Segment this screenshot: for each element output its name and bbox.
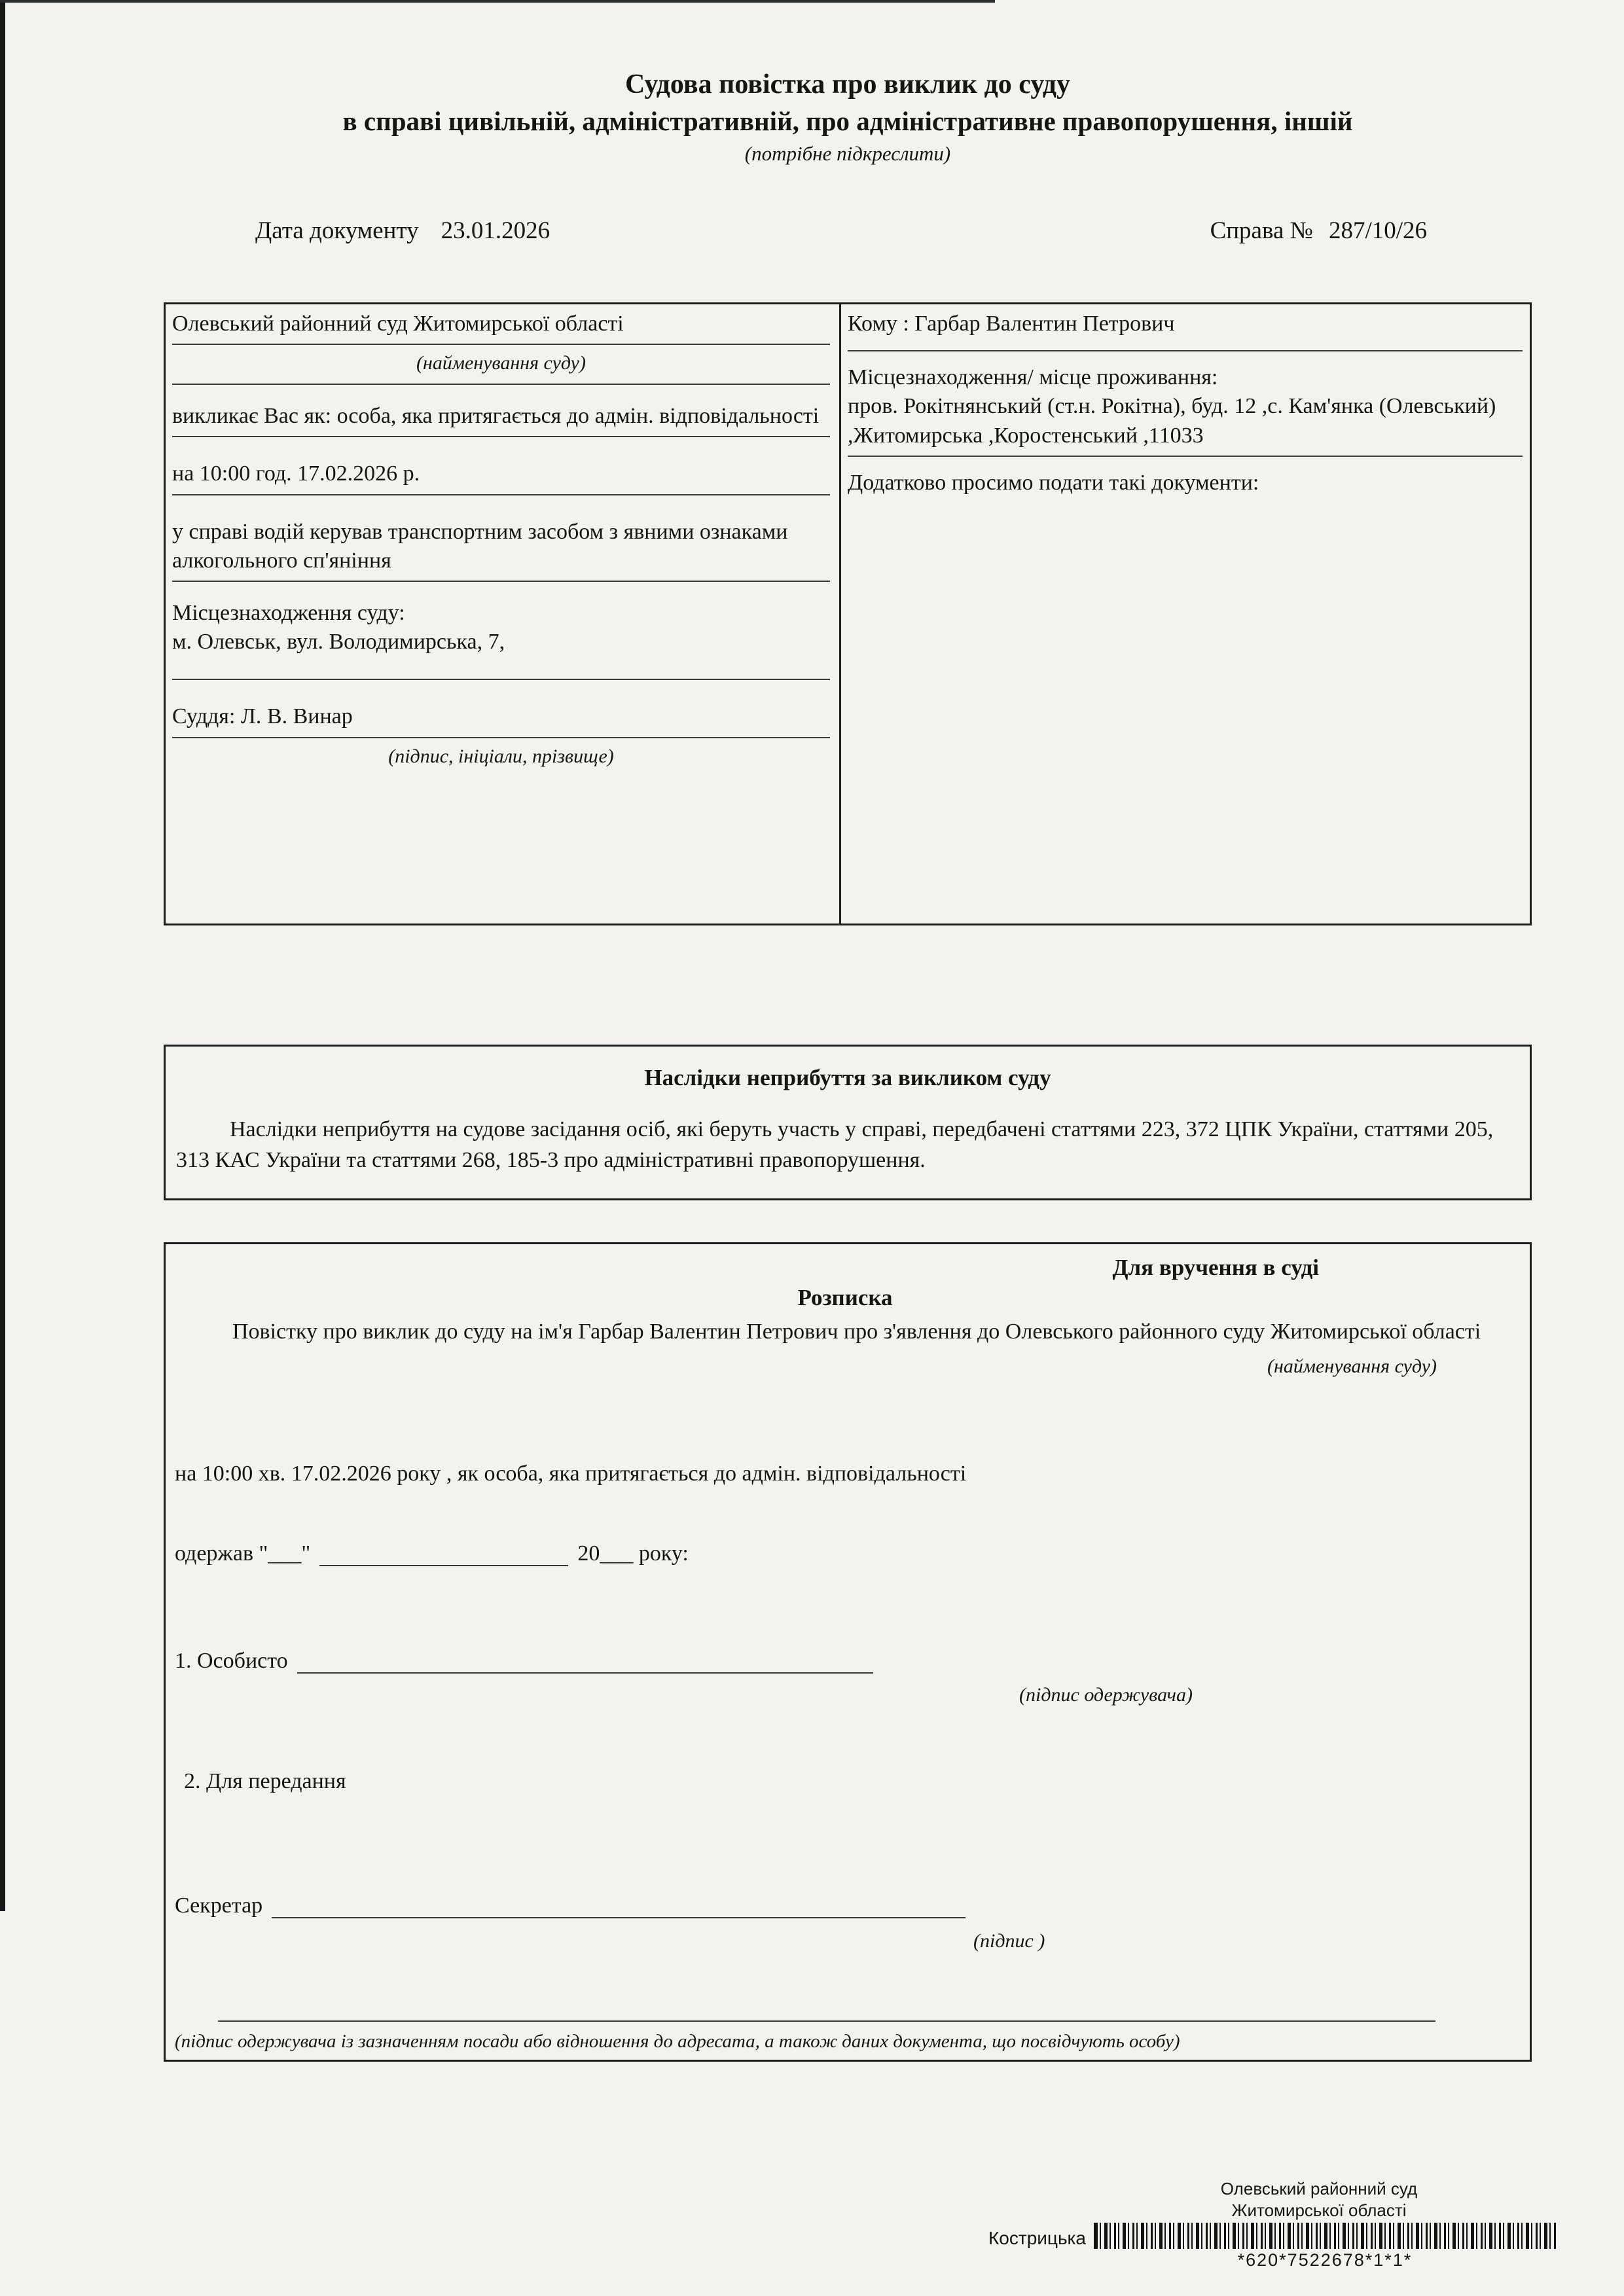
receipt-box [164,1242,1532,2062]
recipient-address-value: пров. Рокітнянський (ст.н. Рокітна), буд. 12 ,с. Кам'янка (Олевський) ,Житомирська ,Коростенський ,11033 [848,394,1496,448]
blank-line [172,673,830,680]
receipt-appearance: на 10:00 хв. 17.02.2026 року , як особа, яка притягається до адмін. відповідальності [175,1462,967,1486]
document-title: Судова повістка про виклик до суду [625,69,1070,99]
barcode-icon [1094,2223,1556,2249]
judge-signature-caption: (підпис, ініціали, прізвище) [388,745,614,767]
blank-line [218,2015,1435,2022]
hearing-datetime: на 10:00 год. 17.02.2026 р. [172,461,420,486]
footer-court-line2: Житомирської області [1231,2200,1407,2220]
documents-request-label: Додатково просимо подати такі документи: [848,470,1259,495]
footer-court-stamp [1204,2178,1434,2221]
for-delivery-label: Для вручення в суді [1112,1254,1319,1280]
judge-name: Суддя: Л. В. Винар [172,704,353,729]
clerk-name: Кострицька [988,2228,1086,2248]
blank-line [172,489,830,495]
blank-line [272,1895,965,1918]
recipient-signature-caption: (підпис одержувача) [1019,1684,1193,1706]
consequences-box [164,1045,1532,1200]
court-name: Олевський районний суд Житомирської області [172,312,624,336]
received-prefix: одержав "___" [175,1541,311,1566]
scan-edge-top [0,0,995,3]
recipient-address-label: Місцезнаходження/ місце проживання: [848,365,1218,390]
personally-row [175,1649,1515,1674]
court-location-label: Місцезнаходження суду: [172,600,405,625]
blank-line [172,431,830,437]
receipt-received-row [175,1541,1515,1566]
footer-barcode-row [988,2223,1556,2270]
footer-court-line1: Олевський районний суд [1220,2179,1418,2198]
blank-line [297,1650,873,1674]
scan-edge-left [0,0,5,1911]
blank-line [172,378,830,385]
secretary-label: Секретар [175,1893,263,1918]
consequences-body: Наслідки неприбуття на судове засідання осіб, які беруть участь у справі, передбачені статтями 223, 372 ЦПК України, статтями 205, 313 КАС України та статтями 268, 185-3 про адміністративні правопорушення. [176,1117,1494,1172]
barcode-block [1094,2223,1556,2270]
case-label: Справа № [1210,217,1313,244]
receipt-issued-to: Повістку про виклик до суду на ім'я Гарбар Валентин Петрович про з'явлення до Олевського районного суду Житомирської області [232,1319,1481,1344]
blank-line [848,345,1523,351]
document-date [164,217,550,245]
case-value: 287/10/26 [1328,217,1427,244]
date-label: Дата документу [255,217,419,244]
receipt-title: Розписка [797,1284,893,1310]
receipt-bottom-caption: (підпис одержувача із зазначенням посади або відношення до адресата, а також даних документа, що посвідчують особу) [175,2031,1180,2053]
receipt-court-caption: (найменування суду) [1267,1355,1437,1378]
secretary-row [175,1893,1515,1918]
blank-line [172,732,830,738]
document-subtitle: в справі цивільній, адміністративній, про адміністративне правопорушення, іншій [342,106,1353,136]
blank-line [319,1543,568,1566]
received-suffix: 20___ року: [577,1541,689,1566]
recipient-name: Кому : Гарбар Валентин Петрович [848,312,1175,336]
underline-note: (потрібне підкреслити) [744,142,951,165]
court-name-caption: (найменування суду) [416,352,586,374]
case-subject: у справі водій керував транспортним засобом з явними ознаками алкогольного сп'яніння [172,519,788,573]
blank-line [172,338,830,345]
court-cell [166,304,841,924]
summon-as: викликає Вас як: особа, яка притягається до адмін. відповідальності [172,404,820,429]
case-number [1210,217,1532,245]
meta-row [164,217,1532,245]
date-value: 23.01.2026 [441,217,550,244]
barcode-text: *620*7522678*1*1* [1237,2250,1413,2270]
court-location-value: м. Олевськ, вул. Володимирська, 7, [172,630,505,655]
document-page [164,69,1532,2062]
blank-line [172,575,830,582]
recipient-cell [841,304,1532,924]
consequences-title: Наслідки неприбуття за викликом суду [644,1065,1051,1090]
transfer-label: 2. Для передання [184,1769,346,1794]
summons-table [164,302,1532,925]
personally-label: 1. Особисто [175,1649,288,1674]
signature-caption: (підпис ) [973,1930,1045,1952]
blank-line [848,450,1523,457]
